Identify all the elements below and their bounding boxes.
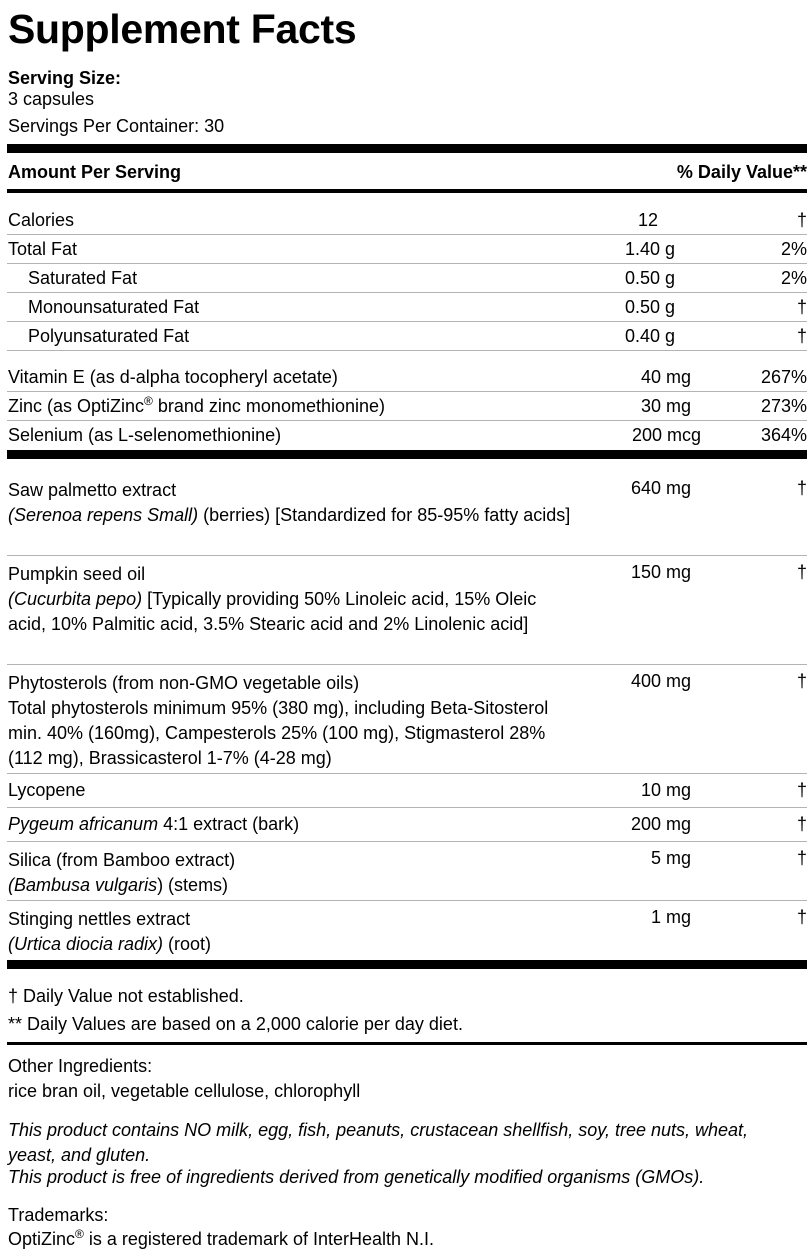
nutrient-name: Calories — [8, 210, 75, 230]
row-divider — [7, 555, 807, 556]
trademarks-label: Trademarks: — [8, 1205, 109, 1225]
vitamin-amount: 30 mg — [640, 396, 691, 416]
ingredient-amount: 1 mg — [650, 907, 691, 927]
ingredient-name: Lycopene — [8, 780, 86, 800]
ingredient-name: Pygeum africanum 4:1 extract (bark) — [8, 814, 300, 834]
nutrient-dv: † — [796, 326, 807, 346]
row-divider — [7, 900, 807, 901]
ingredient-name: Stinging nettles extract (Urtica diocia radix) (root) — [8, 909, 212, 954]
label-title: Supplement Facts — [8, 6, 357, 52]
ingredient-dv: † — [796, 780, 807, 800]
nutrient-dv: 2% — [780, 268, 807, 288]
vitamin-amount: 200 mcg — [631, 425, 701, 445]
header-rule — [7, 189, 807, 193]
ingredient-amount: 150 mg — [630, 562, 691, 582]
ingredient-amount: 400 mg — [630, 671, 691, 691]
other-ingredients-label: Other Ingredients: — [8, 1056, 153, 1076]
gmo-statement: This product is free of ingredients derived from genetically modified organisms (GMOs). — [8, 1167, 705, 1187]
ingredient-amount: 5 mg — [650, 848, 691, 868]
registered-mark: ® — [144, 394, 153, 408]
ingredient-dv: † — [796, 478, 807, 498]
amount-per-serving-header: Amount Per Serving — [8, 162, 182, 182]
vitamin-dv: 364% — [760, 425, 807, 445]
row-divider — [7, 807, 807, 808]
nutrient-dv: 2% — [780, 239, 807, 259]
ingredient-dv: † — [796, 907, 807, 927]
row-divider — [7, 350, 807, 351]
nutrient-amount: 1.40 g — [624, 239, 675, 259]
allergen-statement: This product contains NO milk, egg, fish, peanuts, crustacean shellfish, soy, tree nuts, wheat, yeast, and gluten. — [8, 1120, 749, 1165]
nutrient-name: Monounsaturated Fat — [28, 297, 200, 317]
nutrient-name: Total Fat — [8, 239, 78, 259]
serving-size-label: Serving Size: — [8, 68, 122, 88]
nutrient-amount: 0.50 g — [624, 297, 675, 317]
nutrient-name: Saturated Fat — [28, 268, 138, 288]
footnote-rule — [7, 1042, 807, 1045]
vitamin-name: Selenium (as L-selenomethionine) — [8, 425, 282, 445]
row-divider — [7, 234, 807, 235]
daily-value-header: % Daily Value** — [676, 162, 807, 182]
ingredient-name: Saw palmetto extract (Serenoa repens Small) (berries) [Standardized for 85-95% fatty acids] — [8, 480, 571, 525]
ingredient-dv: † — [796, 671, 807, 691]
footnote-daily-values: ** Daily Values are based on a 2,000 calorie per day diet. — [8, 1014, 463, 1034]
ingredient-dv: † — [796, 814, 807, 834]
ingredient-amount: 200 mg — [630, 814, 691, 834]
serving-size-value: 3 capsules — [8, 89, 95, 109]
nutrient-amount: 0.40 g — [624, 326, 675, 346]
nutrient-name: Polyunsaturated Fat — [28, 326, 190, 346]
ingredient-amount: 10 mg — [640, 780, 691, 800]
ingredient-dv: † — [796, 848, 807, 868]
ingredient-name: Phytosterols (from non-GMO vegetable oils) Total phytosterols minimum 95% (380 mg), including Beta-Sitosterol min. 40% (160mg), Campesterols 25% (100 mg), Stigmasterol 28% (112 mg), Brassicasterol 1-7% (4-28 mg) — [8, 673, 549, 768]
thick-rule-mid — [7, 450, 807, 459]
vitamin-name: Vitamin E (as d-alpha tocopheryl acetate) — [8, 367, 338, 387]
ingredient-name: Pumpkin seed oil (Cucurbita pepo) [Typically providing 50% Linoleic acid, 15% Oleic acid, 10% Palmitic acid, 3.5% Stearic acid and 2% Linolenic acid] — [8, 564, 537, 634]
ingredient-amount: 640 mg — [630, 478, 691, 498]
registered-mark: ® — [75, 1227, 84, 1241]
row-divider — [7, 773, 807, 774]
vitamin-dv: 267% — [760, 367, 807, 387]
vitamin-name: Zinc (as OptiZinc® brand zinc monomethionine) — [8, 394, 386, 416]
vitamin-amount: 40 mg — [640, 367, 691, 387]
row-divider — [7, 391, 807, 392]
row-divider — [7, 841, 807, 842]
row-divider — [7, 321, 807, 322]
ingredient-name: Silica (from Bamboo extract) (Bambusa vulgaris) (stems) — [8, 850, 236, 895]
other-ingredients-list: rice bran oil, vegetable cellulose, chlorophyll — [8, 1081, 361, 1101]
nutrient-dv: † — [796, 297, 807, 317]
trademark-notice: OptiZinc® is a registered trademark of InterHealth N.I. — [8, 1227, 435, 1249]
vitamin-dv: 273% — [760, 396, 807, 416]
nutrient-amount: 12 — [637, 210, 658, 230]
nutrient-dv: † — [796, 210, 807, 230]
thick-rule-top — [7, 144, 807, 153]
servings-per-container: Servings Per Container: 30 — [8, 116, 225, 136]
footnote-dagger: † Daily Value not established. — [8, 986, 244, 1006]
thick-rule-bottom — [7, 960, 807, 969]
row-divider — [7, 664, 807, 665]
row-divider — [7, 420, 807, 421]
ingredient-dv: † — [796, 562, 807, 582]
row-divider — [7, 292, 807, 293]
row-divider — [7, 263, 807, 264]
nutrient-amount: 0.50 g — [624, 268, 675, 288]
